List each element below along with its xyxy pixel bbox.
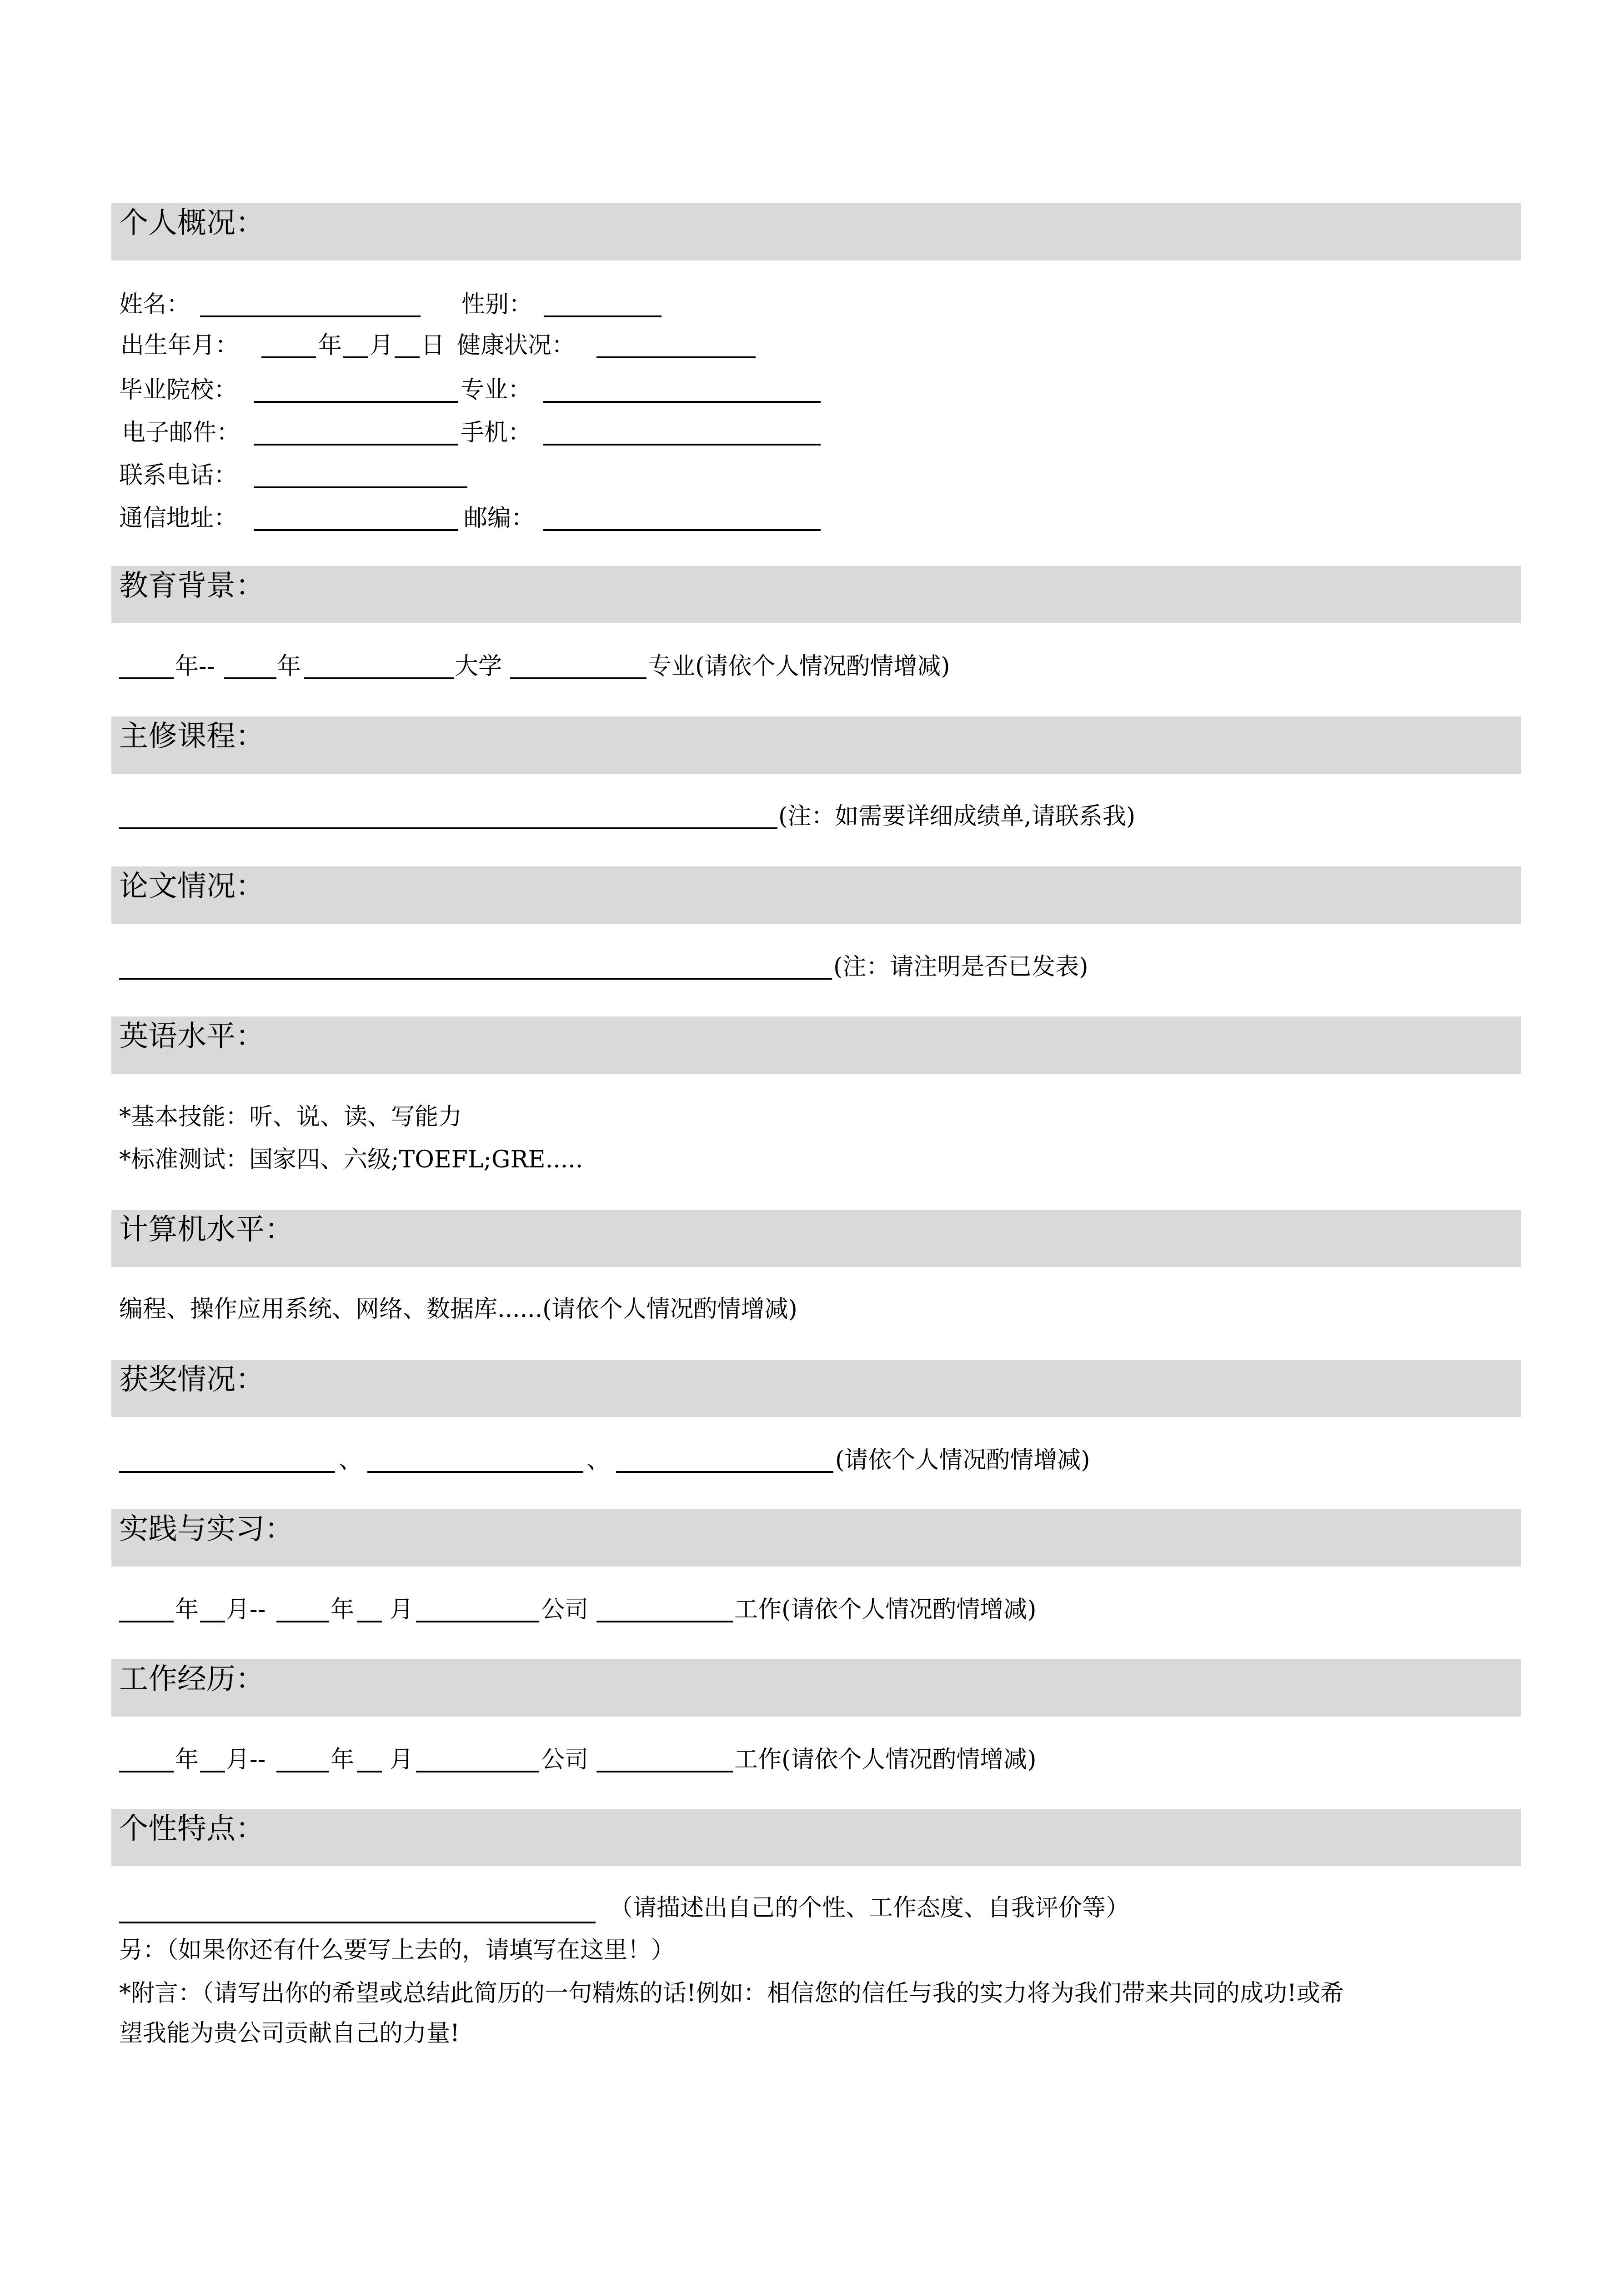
birth-month-text: 月: [370, 332, 394, 359]
birth-day-field[interactable]: [395, 356, 420, 358]
courses-note: (注：如需要详细成绩单,请联系我): [778, 803, 1136, 830]
phone-field[interactable]: [254, 486, 467, 488]
section-title-thesis: 论文情况：: [119, 870, 265, 903]
section-title-awards: 获奖情况：: [119, 1363, 265, 1397]
section-title-personality: 个性特点：: [119, 1812, 265, 1846]
practice-start-month-field[interactable]: [200, 1621, 225, 1622]
thesis-field[interactable]: [119, 978, 832, 980]
section-header-awards: [111, 1360, 1521, 1417]
section-header-practice: [111, 1509, 1521, 1567]
section-title-courses: 主修课程：: [119, 720, 265, 753]
zip-field[interactable]: [543, 529, 821, 531]
health-field[interactable]: [596, 356, 756, 358]
section-header-education: [111, 566, 1521, 623]
university-text: 大学: [455, 653, 502, 680]
section-header-courses: [111, 716, 1521, 774]
award-separator-1: 、: [339, 1447, 363, 1474]
english-skills-line: *基本技能：听、说、读、写能力: [119, 1103, 462, 1131]
work-company-field[interactable]: [416, 1771, 539, 1772]
work-work-note: 工作(请依个人情况酌情增减): [734, 1746, 1037, 1773]
awards-note: (请依个人情况酌情增减): [835, 1447, 1090, 1474]
practice-start-year-field[interactable]: [119, 1621, 174, 1622]
gender-label: 性别：: [461, 291, 533, 318]
birth-year-text: 年: [318, 332, 342, 359]
work-company-text: 公司: [541, 1746, 589, 1773]
appendix-line-2: 望我能为贵公司贡献自己的力量!: [119, 2020, 460, 2047]
edu-major-field[interactable]: [510, 677, 647, 679]
english-tests-line: *标准测试：国家四、六级;TOEFL;GRE.....: [119, 1146, 583, 1173]
award-field-3[interactable]: [616, 1471, 833, 1473]
computer-skills-line: 编程、操作应用系统、网络、数据库......(请依个人情况酌情增减): [119, 1296, 797, 1323]
practice-company-field[interactable]: [416, 1621, 539, 1622]
gender-field[interactable]: [544, 315, 662, 317]
section-header-thesis: [111, 866, 1521, 924]
work-role-field[interactable]: [596, 1771, 733, 1772]
section-header-computer: [111, 1210, 1521, 1267]
personality-field[interactable]: [119, 1922, 596, 1923]
section-title-work: 工作经历：: [119, 1662, 265, 1696]
mobile-label: 手机：: [461, 419, 532, 446]
university-field[interactable]: [304, 677, 454, 679]
edu-start-year-field[interactable]: [119, 677, 174, 679]
courses-field[interactable]: [119, 827, 777, 829]
practice-start-month-text: 月--: [226, 1596, 266, 1623]
work-start-month-field[interactable]: [200, 1771, 225, 1772]
section-title-computer: 计算机水平：: [119, 1213, 294, 1247]
practice-end-year-text: 年: [331, 1596, 355, 1623]
mobile-field[interactable]: [543, 444, 821, 446]
work-start-year-text: 年: [175, 1746, 199, 1773]
birth-day-text: 日: [421, 332, 445, 359]
edu-year-dash-text: 年--: [175, 653, 215, 680]
award-field-1[interactable]: [119, 1471, 335, 1473]
work-end-month-field[interactable]: [357, 1771, 382, 1772]
school-field[interactable]: [254, 401, 458, 403]
practice-start-year-text: 年: [175, 1596, 199, 1623]
work-start-year-field[interactable]: [119, 1771, 174, 1772]
edu-major-note: 专业(请依个人情况酌情增减): [648, 653, 950, 680]
section-header-personal: [111, 203, 1521, 260]
section-header-work: [111, 1659, 1521, 1717]
address-label: 通信地址：: [119, 505, 238, 532]
email-label: 电子邮件：: [122, 419, 241, 446]
email-field[interactable]: [254, 444, 458, 446]
school-label: 毕业院校：: [119, 376, 238, 404]
work-end-year-text: 年: [331, 1746, 355, 1773]
work-end-year-field[interactable]: [276, 1771, 329, 1772]
practice-end-month-field[interactable]: [357, 1621, 382, 1622]
work-end-month-text: 月: [390, 1746, 414, 1773]
personality-note: （请描述出自己的个性、工作态度、自我评价等）: [609, 1894, 1130, 1922]
section-header-personality: [111, 1809, 1521, 1866]
health-label: 健康状况：: [457, 332, 576, 359]
section-header-english: [111, 1016, 1521, 1074]
section-title-practice: 实践与实习：: [119, 1512, 294, 1546]
name-field[interactable]: [200, 315, 421, 317]
birth-year-field[interactable]: [261, 356, 316, 358]
name-label: 姓名：: [119, 291, 190, 318]
birth-month-field[interactable]: [343, 356, 368, 358]
edu-end-year-field[interactable]: [224, 677, 276, 679]
appendix-line-1: *附言：（请写出你的希望或总结此简历的一句精炼的话!例如：相信您的信任与我的实力将为我们带来共同的成功!或希: [119, 1980, 1344, 2007]
award-field-2[interactable]: [367, 1471, 583, 1473]
practice-end-month-text: 月: [390, 1596, 414, 1623]
practice-company-text: 公司: [541, 1596, 589, 1623]
thesis-note: (注：请注明是否已发表): [833, 953, 1088, 981]
major-field[interactable]: [543, 401, 821, 403]
practice-work-note: 工作(请依个人情况酌情增减): [734, 1596, 1037, 1623]
practice-end-year-field[interactable]: [276, 1621, 329, 1622]
phone-label: 联系电话：: [119, 462, 238, 489]
section-title-education: 教育背景：: [119, 569, 265, 603]
practice-role-field[interactable]: [596, 1621, 733, 1622]
edu-year-text: 年: [277, 653, 301, 680]
section-title-personal: 个人概况：: [119, 206, 265, 240]
zip-label: 邮编：: [464, 505, 535, 532]
other-line: 另：（如果你还有什么要写上去的，请填写在这里！）: [119, 1937, 675, 1964]
work-start-month-text: 月--: [226, 1746, 266, 1773]
address-field[interactable]: [254, 529, 458, 531]
major-label: 专业：: [461, 376, 532, 404]
award-separator-2: 、: [586, 1447, 611, 1474]
birth-label: 出生年月：: [120, 332, 239, 359]
section-title-english: 英语水平：: [119, 1020, 265, 1053]
